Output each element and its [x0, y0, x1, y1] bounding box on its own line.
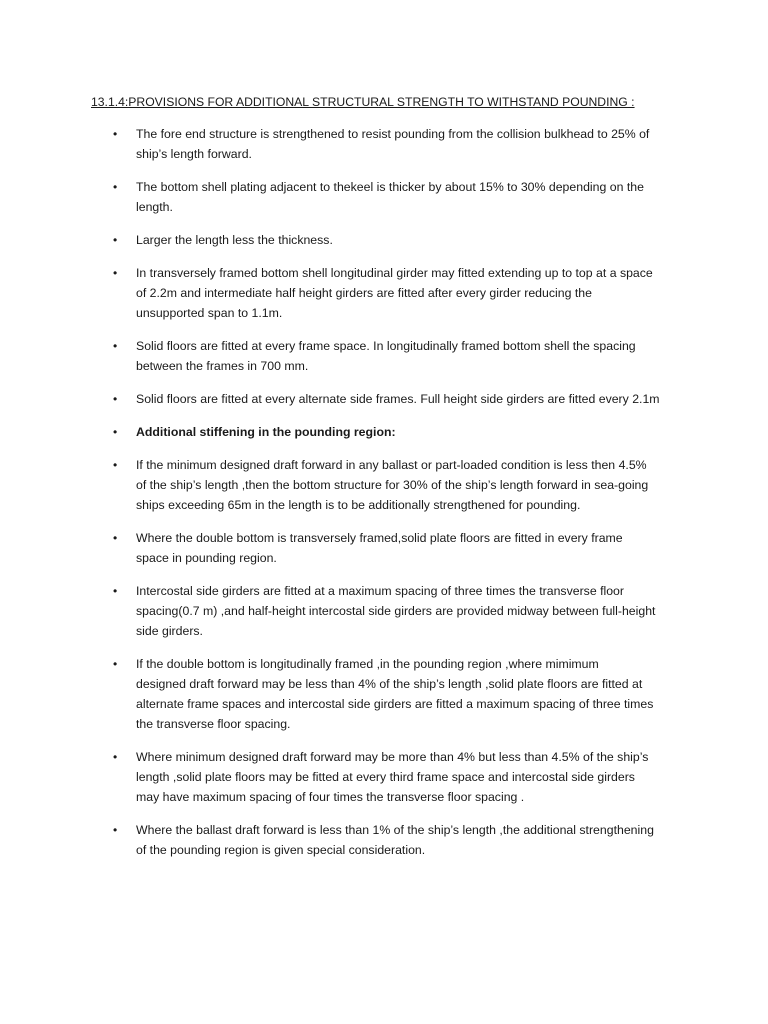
list-item-text: Solid floors are fitted at every frame space. In longitudinally framed bottom shell the spacing between the frames in 700 mm.: [136, 339, 636, 373]
list-item-text: The bottom shell plating adjacent to thekeel is thicker by about 15% to 30% depending on the length.: [136, 180, 644, 214]
list-item-text: The fore end structure is strengthened to resist pounding from the collision bulkhead to 25% of ship’s length forward.: [136, 127, 650, 161]
list-item-text: If the minimum designed draft forward in any ballast or part-loaded condition is less then 4.5% of the ship’s length ,then the bottom structure for 30% of the ship’s length forward in sea-going ships exceeding 65m in the length is to be additionally strengthened for pounding.: [136, 458, 649, 512]
bullet-icon: •: [113, 584, 118, 598]
list-item-text: Solid floors are fitted at every alternate side frames. Full height side girders are fitted every 2.1m: [136, 392, 660, 406]
bullet-icon: •: [113, 823, 118, 837]
list-item-text: Where the double bottom is transversely framed,solid plate floors are fitted in every frame space in pounding region.: [136, 531, 623, 565]
list-item-text: If the double bottom is longitudinally framed ,in the pounding region ,where mimimum designed draft forward may be less than 4% of the ship’s length ,solid plate floors are fitted at alternate frame spaces and intercostal side girders are fitted a maximum spacing of three times the transverse floor spacing.: [136, 657, 654, 731]
list-item-text: In transversely framed bottom shell longitudinal girder may fitted extending up to top at a space of 2.2m and intermediate half height girders are fitted after every girder reducing the unsupported span to 1.1m.: [136, 266, 653, 320]
list-item-text: Intercostal side girders are fitted at a maximum spacing of three times the transverse floor spacing(0.7 m) ,and half-height intercostal side girders are provided midway between full-height side girders.: [136, 584, 656, 638]
bullet-icon: •: [113, 750, 118, 764]
bullet-icon: •: [113, 458, 118, 472]
bullet-icon: •: [113, 425, 118, 439]
bullet-icon: •: [113, 127, 118, 141]
bullet-icon: •: [113, 266, 118, 280]
bullet-icon: •: [113, 657, 118, 671]
list-item-text: Where the ballast draft forward is less than 1% of the ship’s length ,the additional strengthening of the pounding region is given special consideration.: [136, 823, 654, 857]
bullet-icon: •: [113, 339, 118, 353]
section-heading: 13.1.4:PROVISIONS FOR ADDITIONAL STRUCTURAL STRENGTH TO WITHSTAND POUNDING :: [91, 95, 635, 109]
bullet-icon: •: [113, 531, 118, 545]
bullet-icon: •: [113, 233, 118, 247]
list-item-text: Larger the length less the thickness.: [136, 233, 333, 247]
list-item-text: Where minimum designed draft forward may be more than 4% but less than 4.5% of the ship’s length ,solid plate floors may be fitted at every third frame space and intercostal side girders may have maximum spacing of four times the transverse floor spacing .: [136, 750, 649, 804]
list-item-text: Additional stiffening in the pounding region:: [136, 425, 396, 439]
bullet-icon: •: [113, 392, 118, 406]
bullet-icon: •: [113, 180, 118, 194]
